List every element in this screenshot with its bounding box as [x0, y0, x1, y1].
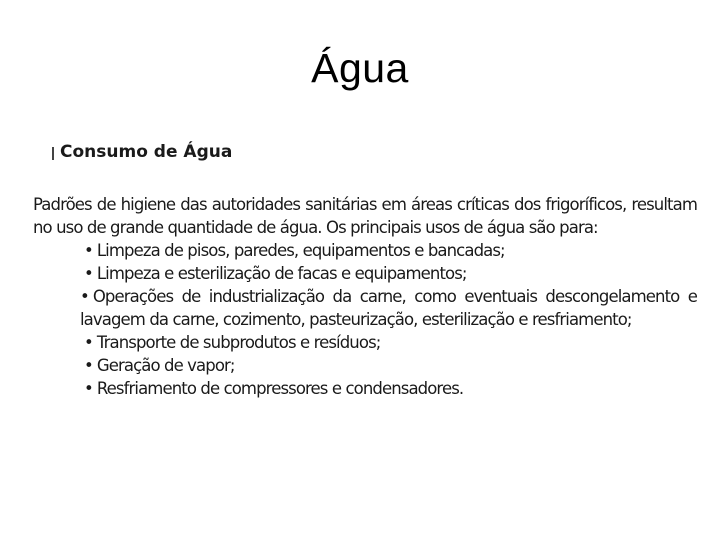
bullet-icon: •: [80, 287, 89, 306]
bullet-icon: •: [84, 379, 93, 398]
list-item-text: Geração de vapor;: [96, 356, 235, 375]
section-heading: [52, 140, 232, 164]
list-item-text: Transporte de subprodutos e resíduos;: [96, 333, 381, 352]
bullet-icon: •: [84, 356, 93, 375]
bullet-icon: •: [84, 241, 93, 260]
water-uses-list: [33, 239, 697, 400]
list-item: [84, 239, 697, 262]
list-item: [84, 262, 697, 285]
list-item: [84, 331, 697, 354]
list-item-text: Limpeza e esterilização de facas e equipamentos;: [96, 264, 467, 283]
slide-title: Água: [311, 45, 409, 91]
section-heading-text: Consumo de Água: [60, 142, 233, 162]
intro-paragraph: Padrões de higiene das autoridades sanitárias em áreas críticas dos frigoríficos, resultam no uso de grande quantidade de água. Os principais usos de água são para:: [33, 195, 697, 237]
list-item-text: Resfriamento de compressores e condensadores.: [96, 379, 464, 398]
bullet-icon: •: [84, 264, 93, 283]
list-item-text: Limpeza de pisos, paredes, equipamentos e bancadas;: [96, 241, 505, 260]
list-item: [84, 377, 697, 400]
list-item: [84, 354, 697, 377]
list-item-text: Operações de industrialização da carne, como eventuais descongelamento e lavagem da carne, cozimento, pasteurização, esterilização e resfriamento;: [80, 287, 697, 329]
body-text: [33, 193, 697, 400]
bullet-icon: •: [84, 333, 93, 352]
list-item: [80, 285, 697, 331]
heading-marker: [52, 147, 54, 160]
